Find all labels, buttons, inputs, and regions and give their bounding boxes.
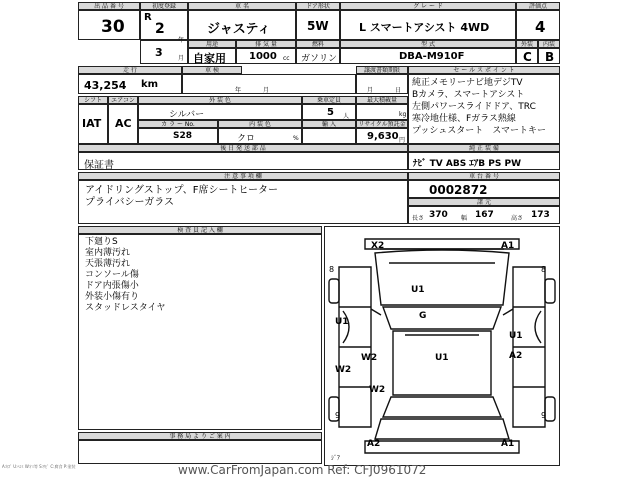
hdr-import: 輸 入 <box>302 120 356 128</box>
hdr-mileage: 走 行 <box>78 66 182 74</box>
mark-u1-roof: U1 <box>435 353 449 363</box>
hdr-notes: 注 意 事 項 欄 <box>78 172 408 180</box>
hdr-chassis: 車 台 番 号 <box>408 172 560 180</box>
first-reg-month: 3 <box>155 46 163 59</box>
int-color: クロ <box>237 134 256 144</box>
lot-cell <box>78 10 140 40</box>
mark-a1-front: A1 <box>501 241 515 251</box>
max-load-cell <box>356 104 408 120</box>
hdr-ext: 外装 <box>516 40 538 48</box>
legend-fine-print: A:ｷｽﾞ U:ﾍｺﾐ W:ﾅﾐ等 S:ｻﾋﾞ C:腐食 P:塗装 <box>2 464 76 469</box>
hdr-aircon: エアコン <box>108 96 138 104</box>
model-cell <box>340 48 516 64</box>
transfer-month-label: 月 <box>367 87 374 94</box>
sales-line-1: 純正メモリーナビ地デジTV <box>412 78 523 88</box>
note-line-2: プライバシーガラス <box>85 197 174 208</box>
hdr-ext-color: 外 装 色 <box>138 96 302 104</box>
mark-w2-inner: W2 <box>361 353 378 363</box>
inspector-line-3: 天張薄汚れ <box>85 259 131 269</box>
cc-unit: cc <box>283 55 290 62</box>
percent-sign: % <box>293 135 299 142</box>
inspection-month-label: 月 <box>263 87 270 94</box>
mark-a1-rear: A1 <box>501 439 515 449</box>
usage: 自家用 <box>193 52 226 65</box>
shift-cell <box>78 104 108 144</box>
watermark: www.CarFromJapan.com Ref: CFJ0961072 <box>178 463 427 477</box>
hdr-model: 型 式 <box>340 40 516 48</box>
dimensions-cell <box>408 206 560 224</box>
ext-score-cell <box>516 48 538 64</box>
sales-line-3: 左側パワースライドドア、TRC <box>412 102 536 112</box>
chassis-cell <box>408 180 560 198</box>
hdr-usage: 用途 <box>188 40 236 48</box>
inspector-line-6: 外装小傷有り <box>85 292 140 302</box>
height-label: 高さ <box>511 215 524 222</box>
chassis-number: 0002872 <box>429 183 488 197</box>
color-no-cell <box>138 128 218 144</box>
inspector-line-7: スタッドレスタイヤ <box>85 303 166 313</box>
car-outline <box>325 227 559 465</box>
rear-parts: 保証書 <box>84 160 114 171</box>
grade: L スマートアシスト 4WD <box>359 21 490 34</box>
hdr-capacity: 乗車定員 <box>302 96 356 104</box>
hdr-score: 評価点 <box>516 2 560 10</box>
hdr-fuel: 燃料 <box>296 40 340 48</box>
rear-parts-cell <box>78 152 408 170</box>
hdr-int-color: 内 装 色 <box>218 120 302 128</box>
fuel-cell <box>296 48 340 64</box>
hdr-inspector: 検 査 員 記 入 欄 <box>78 226 322 234</box>
first-reg-cell <box>140 10 188 44</box>
hdr-rear-parts: 後 日 発 送 部 品 <box>78 144 408 152</box>
hdr-car-name: 車 名 <box>188 2 296 10</box>
hdr-office: 事 務 局 よ り ご 案 内 <box>78 432 322 440</box>
model-type: DBA-M910F <box>399 51 465 62</box>
mark-a2-right: A2 <box>509 351 523 361</box>
inspector-line-1: 下廻りS <box>85 237 118 247</box>
score-cell <box>516 10 560 40</box>
mileage: 43,254 <box>84 79 127 92</box>
note-line-1: アイドリングストップ、F席シートヒーター <box>85 185 279 196</box>
capacity-unit: 人 <box>343 113 350 120</box>
hdr-displacement: 排 気 量 <box>236 40 296 48</box>
mark-a2-rear: A2 <box>367 439 381 449</box>
first-reg-year: 2 <box>155 21 165 37</box>
mileage-unit: km <box>141 79 159 90</box>
import-cell <box>302 128 356 144</box>
mileage-cell <box>78 74 182 94</box>
era: R <box>144 12 152 23</box>
tire-fr: 8 <box>541 265 547 274</box>
hdr-color-no: カ ラ ー No. <box>138 120 218 128</box>
hdr-shift: シフト <box>78 96 108 104</box>
mark-x2: X2 <box>371 241 385 251</box>
inspector-line-4: コンソール傷 <box>85 270 139 280</box>
aircon-cell <box>108 104 138 144</box>
transfer-cell <box>356 74 408 94</box>
hdr-first-reg: 初度登録 <box>140 2 188 10</box>
mark-w2-outer: W2 <box>335 365 352 375</box>
tire-rl: 9 <box>335 411 341 420</box>
office-cell <box>78 440 322 464</box>
hdr-door: ドア形状 <box>296 2 340 10</box>
usage-cell <box>188 48 236 64</box>
sales-line-2: Bカメラ、スマートアシスト <box>412 90 525 100</box>
door-cell <box>296 10 340 40</box>
transfer-day-label: 日 <box>395 87 402 94</box>
inspection-cell <box>182 74 356 94</box>
damage-diagram <box>324 226 560 466</box>
notes-cell <box>78 180 408 224</box>
recycle-fee: 9,630 <box>367 131 399 142</box>
hdr-lot: 出 品 番 号 <box>78 2 140 10</box>
car-name-cell <box>188 10 296 40</box>
lot-number: 30 <box>101 17 125 37</box>
shift: IAT <box>82 117 102 130</box>
ext-color-cell <box>138 104 302 120</box>
hdr-transfer: 譲渡書類期限 <box>356 66 408 74</box>
tire-fl: 8 <box>329 265 335 274</box>
hdr-recycle: リサイクル預託金 <box>356 120 408 128</box>
color-no: S28 <box>173 131 193 141</box>
sales-points <box>408 74 560 144</box>
year-label: 年 <box>178 37 185 44</box>
mark-u1-left: U1 <box>335 317 349 327</box>
int-color-cell <box>218 128 302 144</box>
width: 167 <box>475 210 494 220</box>
mark-w2-lower: W2 <box>369 385 386 395</box>
door-type: 5W <box>307 19 329 33</box>
hdr-dimensions: 諸 元 <box>408 198 560 206</box>
sales-line-4: 寒冷地仕様、Fガラス熱線 <box>412 114 516 124</box>
yen-unit: 円 <box>399 137 406 144</box>
hdr-max-load: 最大積載量 <box>356 96 408 104</box>
tire-rr: 9 <box>541 411 547 420</box>
small-code: ｼﾞｱ <box>331 455 341 462</box>
height: 173 <box>531 210 550 220</box>
capacity: 5 <box>327 107 334 118</box>
hdr-grade: グ レ ー ド <box>340 2 516 10</box>
inspector-cell <box>78 234 322 430</box>
inspection-year-label: 年 <box>235 87 242 94</box>
int-score-cell <box>538 48 560 64</box>
options-cell <box>408 152 560 170</box>
mark-u1-hood: U1 <box>411 285 425 295</box>
first-reg-month-cell <box>140 40 188 64</box>
length-label: 長さ <box>412 215 425 222</box>
width-label: 幅 <box>461 215 468 222</box>
mark-u1-right: U1 <box>509 331 523 341</box>
recycle-cell <box>356 128 408 144</box>
displacement: 1000 <box>249 51 277 62</box>
ext-score: C <box>523 50 532 64</box>
length: 370 <box>429 210 448 220</box>
aircon: AC <box>115 117 132 130</box>
grade-cell <box>340 10 516 40</box>
car-name: ジャスティ <box>207 22 271 37</box>
int-score: B <box>545 50 555 64</box>
hdr-options: 純 正 装 備 <box>408 144 560 152</box>
fuel: ガソリン <box>301 54 338 64</box>
mark-g: G <box>419 311 427 321</box>
month-label: 月 <box>178 55 185 62</box>
hdr-int: 内装 <box>538 40 560 48</box>
score: 4 <box>535 18 546 36</box>
ext-color: シルバー <box>169 110 205 120</box>
sales-line-5: プッシュスタート スマートキー <box>412 126 547 136</box>
options: ﾅﾋﾞ TV ABS ｴｱB PS PW <box>413 159 522 169</box>
capacity-cell <box>302 104 356 120</box>
displacement-cell <box>236 48 296 64</box>
hdr-inspection: 車 検 <box>182 66 242 74</box>
hdr-sales-point: セ ー ル ス ポ イ ン ト <box>408 66 560 74</box>
load-unit: kg <box>399 111 407 118</box>
inspector-line-5: ドア内張傷小 <box>85 281 139 291</box>
inspector-line-2: 室内薄汚れ <box>85 248 131 258</box>
